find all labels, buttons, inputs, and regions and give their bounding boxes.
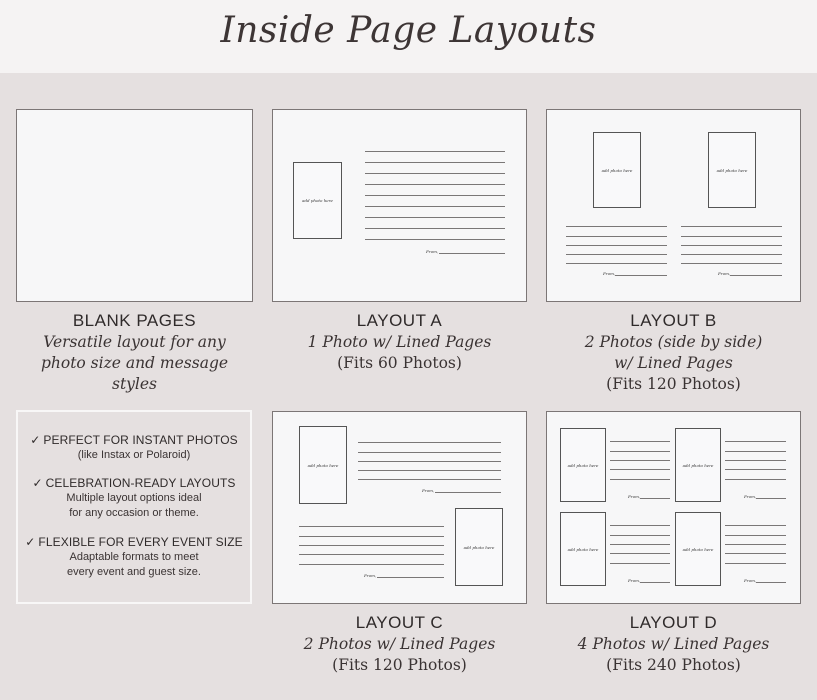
writing-line [566, 226, 667, 227]
writing-line [566, 245, 667, 246]
from-label: From, [628, 578, 641, 583]
writing-line [365, 151, 505, 152]
writing-line [365, 206, 505, 207]
layout-b-preview [546, 109, 801, 302]
writing-line [725, 535, 786, 536]
writing-line [681, 236, 782, 237]
writing-line [681, 245, 782, 246]
layout-a-preview [272, 109, 527, 302]
writing-line [681, 263, 782, 264]
writing-line [725, 460, 786, 461]
writing-line [358, 452, 501, 453]
feature-desc: for any occasion or theme. [69, 507, 199, 519]
layout-b-title: LAYOUT B [630, 311, 717, 330]
photo-placeholder: add photo here [299, 426, 347, 504]
blank-sub-1: Versatile layout for any [43, 333, 226, 351]
layout-d-caption [546, 612, 801, 676]
writing-line [610, 469, 670, 470]
writing-line [725, 441, 786, 442]
layout-a-caption [272, 310, 527, 374]
signature-line [640, 582, 670, 583]
writing-line [299, 545, 444, 546]
feature-desc: Multiple layout options ideal [66, 492, 202, 504]
writing-line [681, 226, 782, 227]
signature-line [756, 498, 786, 499]
writing-line [365, 184, 505, 185]
checkmark-icon: ✓ [32, 476, 43, 490]
signature-line [756, 582, 786, 583]
writing-line [358, 442, 501, 443]
writing-line [610, 563, 670, 564]
feature-item [18, 535, 250, 580]
layout-b-sub-2: w/ Lined Pages [614, 354, 733, 372]
signature-line [730, 275, 782, 276]
writing-line [365, 195, 505, 196]
writing-line [610, 451, 670, 452]
writing-line [299, 564, 444, 565]
page-title: Inside Page Layouts [220, 10, 597, 51]
writing-line [358, 479, 501, 480]
blank-title: BLANK PAGES [72, 311, 197, 330]
feature-item [18, 433, 250, 463]
writing-line [358, 461, 501, 462]
writing-line [725, 553, 786, 554]
writing-line [365, 217, 505, 218]
layout-a-title: LAYOUT A [356, 311, 443, 330]
blank-page-preview [16, 109, 253, 302]
feature-title: FLEXIBLE FOR EVERY EVENT SIZE [38, 535, 243, 549]
from-label: From, [426, 249, 439, 254]
writing-line [610, 525, 670, 526]
signature-line [439, 253, 505, 254]
writing-line [610, 441, 670, 442]
from-label: From, [603, 271, 616, 276]
writing-line [725, 563, 786, 564]
feature-desc: every event and guest size. [67, 566, 201, 578]
layout-c-preview [272, 411, 527, 604]
writing-line [299, 554, 444, 555]
writing-line [610, 460, 670, 461]
feature-desc: (like Instax or Polaroid) [77, 449, 191, 461]
photo-placeholder: add photo here [675, 512, 721, 586]
photo-placeholder: add photo here [593, 132, 641, 208]
signature-line [615, 275, 667, 276]
writing-line [681, 254, 782, 255]
photo-placeholder: add photo here [293, 162, 342, 239]
writing-line [725, 525, 786, 526]
layout-d-sub: 4 Photos w/ Lined Pages [577, 635, 770, 653]
writing-line [299, 536, 444, 537]
layout-b-caption [546, 310, 801, 395]
feature-desc: Adaptable formats to meet [69, 551, 199, 563]
writing-line [610, 553, 670, 554]
layout-a-fit: (Fits 60 Photos) [337, 354, 462, 372]
writing-line [610, 535, 670, 536]
layout-d-title: LAYOUT D [629, 613, 718, 632]
photo-placeholder: add photo here [560, 428, 606, 502]
layout-d-preview [546, 411, 801, 604]
blank-sub-2: photo size and message styles [40, 354, 229, 393]
writing-line [566, 254, 667, 255]
from-label: From, [744, 494, 757, 499]
from-label: From, [718, 271, 731, 276]
photo-placeholder: add photo here [560, 512, 606, 586]
writing-line [365, 173, 505, 174]
writing-line [610, 544, 670, 545]
writing-line [725, 451, 786, 452]
features-box [16, 410, 252, 604]
writing-line [725, 479, 786, 480]
layout-c-caption [272, 612, 527, 676]
feature-title: CELEBRATION-READY LAYOUTS [45, 476, 236, 490]
writing-line [725, 544, 786, 545]
photo-placeholder: add photo here [675, 428, 721, 502]
writing-line [299, 526, 444, 527]
writing-line [610, 479, 670, 480]
writing-line [566, 236, 667, 237]
from-label: From, [628, 494, 641, 499]
layout-c-sub: 2 Photos w/ Lined Pages [303, 635, 496, 653]
writing-line [566, 263, 667, 264]
photo-placeholder: add photo here [708, 132, 756, 208]
writing-line [365, 228, 505, 229]
checkmark-icon: ✓ [25, 535, 36, 549]
layout-c-title: LAYOUT C [355, 613, 444, 632]
from-label: From, [744, 578, 757, 583]
layout-b-sub-1: 2 Photos (side by side) [584, 333, 763, 351]
from-label: From, [364, 573, 377, 578]
writing-line [365, 162, 505, 163]
layout-c-fit: (Fits 120 Photos) [332, 656, 467, 674]
writing-line [725, 469, 786, 470]
blank-caption [16, 310, 253, 395]
from-label: From, [422, 488, 435, 493]
feature-item [18, 476, 250, 521]
signature-line [377, 577, 444, 578]
signature-line [435, 492, 501, 493]
signature-line [640, 498, 670, 499]
checkmark-icon: ✓ [30, 433, 41, 447]
writing-line [358, 470, 501, 471]
layout-b-fit: (Fits 120 Photos) [606, 375, 741, 393]
writing-line [365, 239, 505, 240]
photo-placeholder: add photo here [455, 508, 503, 586]
feature-title: PERFECT FOR INSTANT PHOTOS [43, 433, 238, 447]
layout-d-fit: (Fits 240 Photos) [606, 656, 741, 674]
layout-a-sub: 1 Photo w/ Lined Pages [307, 333, 492, 351]
